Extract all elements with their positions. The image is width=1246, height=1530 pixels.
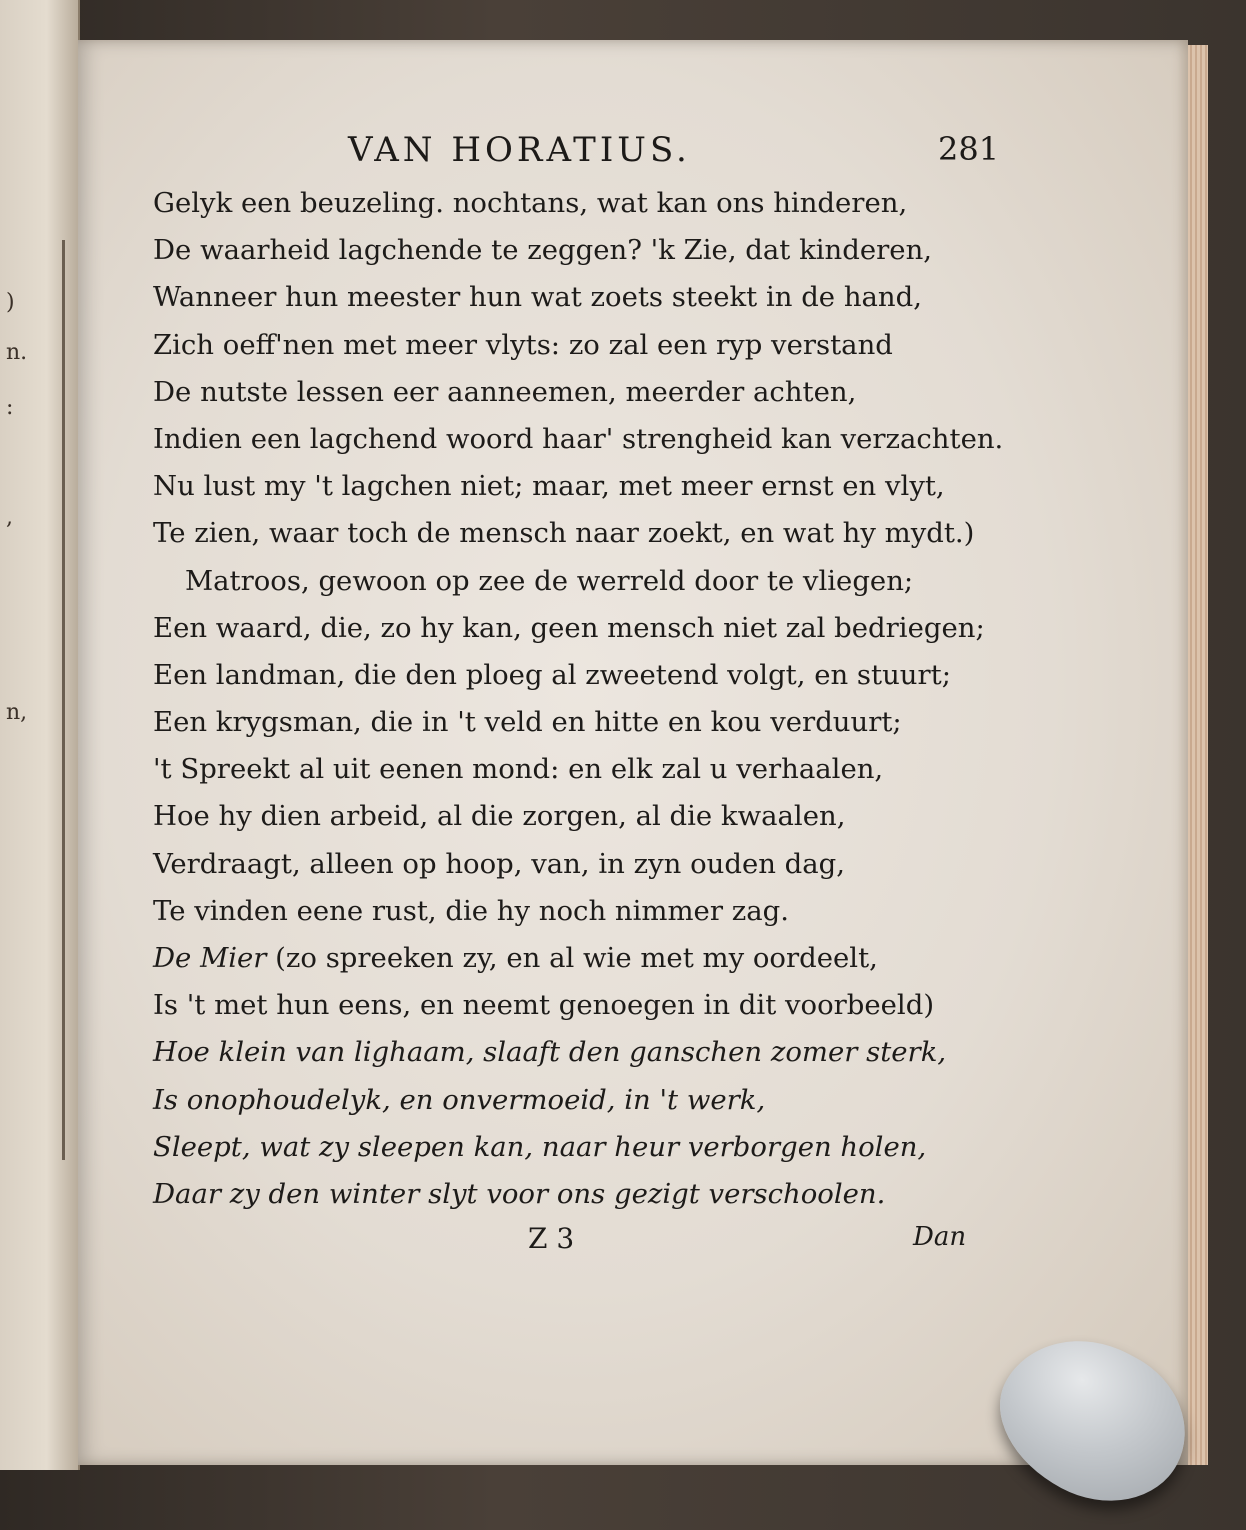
poem-line (153, 841, 1053, 888)
poem-line (153, 888, 1053, 935)
poem-line-text: Een krygsman, die in 't veld en hitte en kou verduurt; (153, 706, 902, 739)
poem-line-text: Hoe hy dien arbeid, al die zorgen, al die kwaalen, (153, 800, 846, 833)
poem-line (153, 227, 1053, 274)
poem-line (153, 416, 1053, 463)
poem-line (153, 699, 1053, 746)
left-page-fragment: n. (6, 340, 28, 365)
poem-line (153, 180, 1053, 227)
poem-line-text: Nu lust my 't lagchen niet; maar, met meer ernst en vlyt, (153, 470, 945, 503)
poem-line-text: Indien een lagchend woord haar' strengheid kan verzachten. (153, 422, 1004, 455)
poem-line (153, 652, 1053, 699)
poem-line-text: Te vinden eene rust, die hy noch nimmer zag. (153, 894, 789, 927)
poem-line-text: Is 't met hun eens, en neemt genoegen in dit voorbeeld) (153, 989, 935, 1022)
poem-line (153, 463, 1053, 510)
poem-line-text: 't Spreekt al uit eenen mond: en elk zal u verhaalen, (153, 753, 884, 786)
poem-text (153, 180, 1053, 1218)
poem-line (153, 1124, 1053, 1171)
catchword: Dan (913, 1222, 967, 1252)
poem-line-text: De waarheid lagchende te zeggen? 'k Zie, dat kinderen, (153, 234, 933, 267)
poem-line (153, 793, 1053, 840)
poem-line (153, 1077, 1053, 1124)
running-title: VAN HORATIUS. (348, 130, 691, 170)
book-page (78, 40, 1188, 1465)
signature-mark: Z 3 (528, 1222, 575, 1255)
poem-line-text: Matroos, gewoon op zee de werreld door te vliegen; (185, 564, 914, 597)
poem-line-text: Gelyk een beuzeling. nochtans, wat kan ons hinderen, (153, 187, 908, 219)
left-page-edge (0, 0, 80, 1470)
poem-line (153, 746, 1053, 793)
poem-line (153, 510, 1053, 557)
page-header (78, 130, 1188, 170)
left-page-fragment: n, (6, 700, 28, 725)
poem-line (153, 1171, 1053, 1218)
left-page-fragment: ) (6, 290, 15, 315)
left-page-fragment: , (6, 505, 13, 530)
poem-line-text: Te zien, waar toch de mensch naar zoekt, en wat hy mydt.) (153, 517, 975, 550)
poem-line (153, 982, 1053, 1029)
poem-line-text: (zo spreeken zy, en al wie met my oordeelt, (266, 942, 878, 974)
poem-line-text: Daar zy den winter slyt voor ons gezigt verschoolen. (153, 1177, 886, 1210)
left-page-rule (62, 240, 65, 1160)
poem-line-italic-lead: De Mier (153, 942, 267, 974)
poem-line (153, 274, 1053, 321)
poem-line-text: Wanneer hun meester hun wat zoets steekt in de hand, (153, 281, 922, 314)
poem-line (153, 935, 1053, 982)
page-number: 281 (938, 130, 1000, 168)
poem-line-text: Een waard, die, zo hy kan, geen mensch niet zal bedriegen; (153, 611, 985, 644)
poem-line-text: Een landman, die den ploeg al zweetend volgt, en stuurt; (153, 658, 951, 691)
poem-line-text: Hoe klein van lighaam, slaaft den ganschen zomer sterk, (153, 1036, 947, 1069)
page-footer (78, 1222, 1188, 1262)
poem-line (153, 558, 1053, 605)
left-page-fragment: : (6, 395, 14, 420)
poem-line (153, 1029, 1053, 1076)
poem-line-text: Is onophoudelyk, en onvermoeid, in 't werk, (153, 1083, 766, 1116)
poem-line-text: Verdraagt, alleen op hoop, van, in zyn ouden dag, (153, 847, 846, 880)
poem-line-text: De nutste lessen eer aanneemen, meerder achten, (153, 375, 857, 408)
poem-line (153, 369, 1053, 416)
poem-line (153, 605, 1053, 652)
poem-line-text: Zich oeff'nen met meer vlyts: zo zal een ryp verstand (153, 328, 893, 361)
poem-line (153, 322, 1053, 369)
poem-line-text: Sleept, wat zy sleepen kan, naar heur verborgen holen, (153, 1130, 927, 1163)
